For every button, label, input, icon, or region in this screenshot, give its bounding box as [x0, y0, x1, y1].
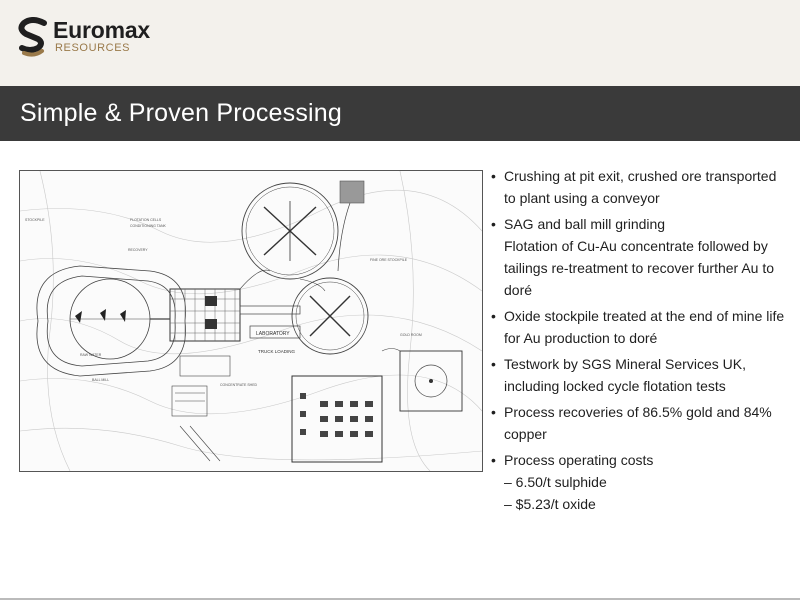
bullet-list	[491, 165, 791, 519]
company-logo	[18, 15, 188, 63]
euromax-logo-icon	[18, 17, 48, 57]
building-block-icon	[292, 376, 382, 462]
svg-text:RECOVERY: RECOVERY	[128, 248, 148, 252]
bullet-text: • SAG and ball mill grinding	[504, 216, 666, 232]
plant-layout-svg	[20, 171, 482, 471]
bullet-item	[491, 353, 791, 397]
bullet-item	[491, 213, 791, 301]
svg-text:FINE ORE STOCKPILE: FINE ORE STOCKPILE	[370, 258, 408, 262]
svg-text:BALL MILL: BALL MILL	[92, 378, 110, 382]
truck-label: TRUCK LOADING	[258, 349, 296, 354]
lab-label: LABORATORY	[256, 331, 290, 337]
plant-layout-drawing	[19, 170, 483, 472]
bullet-text: Flotation of Cu-Au concentrate followed by tailings re-treatment to recover further Au to doré	[504, 238, 775, 298]
thickener-small-icon	[292, 278, 368, 354]
stockpile-dome-icon	[70, 279, 150, 359]
bullet-text: • Crushing at pit exit, crushed ore transported to plant using a conveyor	[504, 168, 777, 206]
bullet-item	[491, 449, 791, 515]
svg-text:CONDITIONING TANK: CONDITIONING TANK	[130, 224, 166, 228]
bullet-text: • Process recoveries of 86.5% gold and 84% copper	[504, 404, 772, 442]
bullet-text: • Testwork by SGS Mineral Services UK, including locked cycle flotation tests	[504, 356, 746, 394]
brand-name: Euromax	[53, 17, 151, 43]
svg-text:STOCKPILE: STOCKPILE	[25, 218, 45, 222]
svg-text:GOLD ROOM: GOLD ROOM	[400, 333, 422, 337]
bullet-item	[491, 401, 791, 445]
svg-text:CONCENTRATE SHED: CONCENTRATE SHED	[220, 383, 258, 387]
svg-text:FLOTATION CELLS: FLOTATION CELLS	[130, 218, 162, 222]
bullet-item	[491, 165, 791, 209]
slide-title: Simple & Proven Processing	[20, 99, 343, 127]
bullet-subtext: – $5.23/t oxide	[504, 496, 596, 512]
bullet-text: • Process operating costs	[504, 452, 654, 468]
thickener-large-icon	[242, 183, 338, 279]
bullet-text: • Oxide stockpile treated at the end of mine life for Au production to doré	[504, 308, 785, 346]
bullet-item	[491, 305, 791, 349]
header-bar	[0, 0, 800, 86]
brand-subtitle: RESOURCES	[55, 42, 131, 54]
bullet-subtext: – 6.50/t sulphide	[504, 474, 607, 490]
svg-text:RAW WATER: RAW WATER	[80, 353, 102, 357]
